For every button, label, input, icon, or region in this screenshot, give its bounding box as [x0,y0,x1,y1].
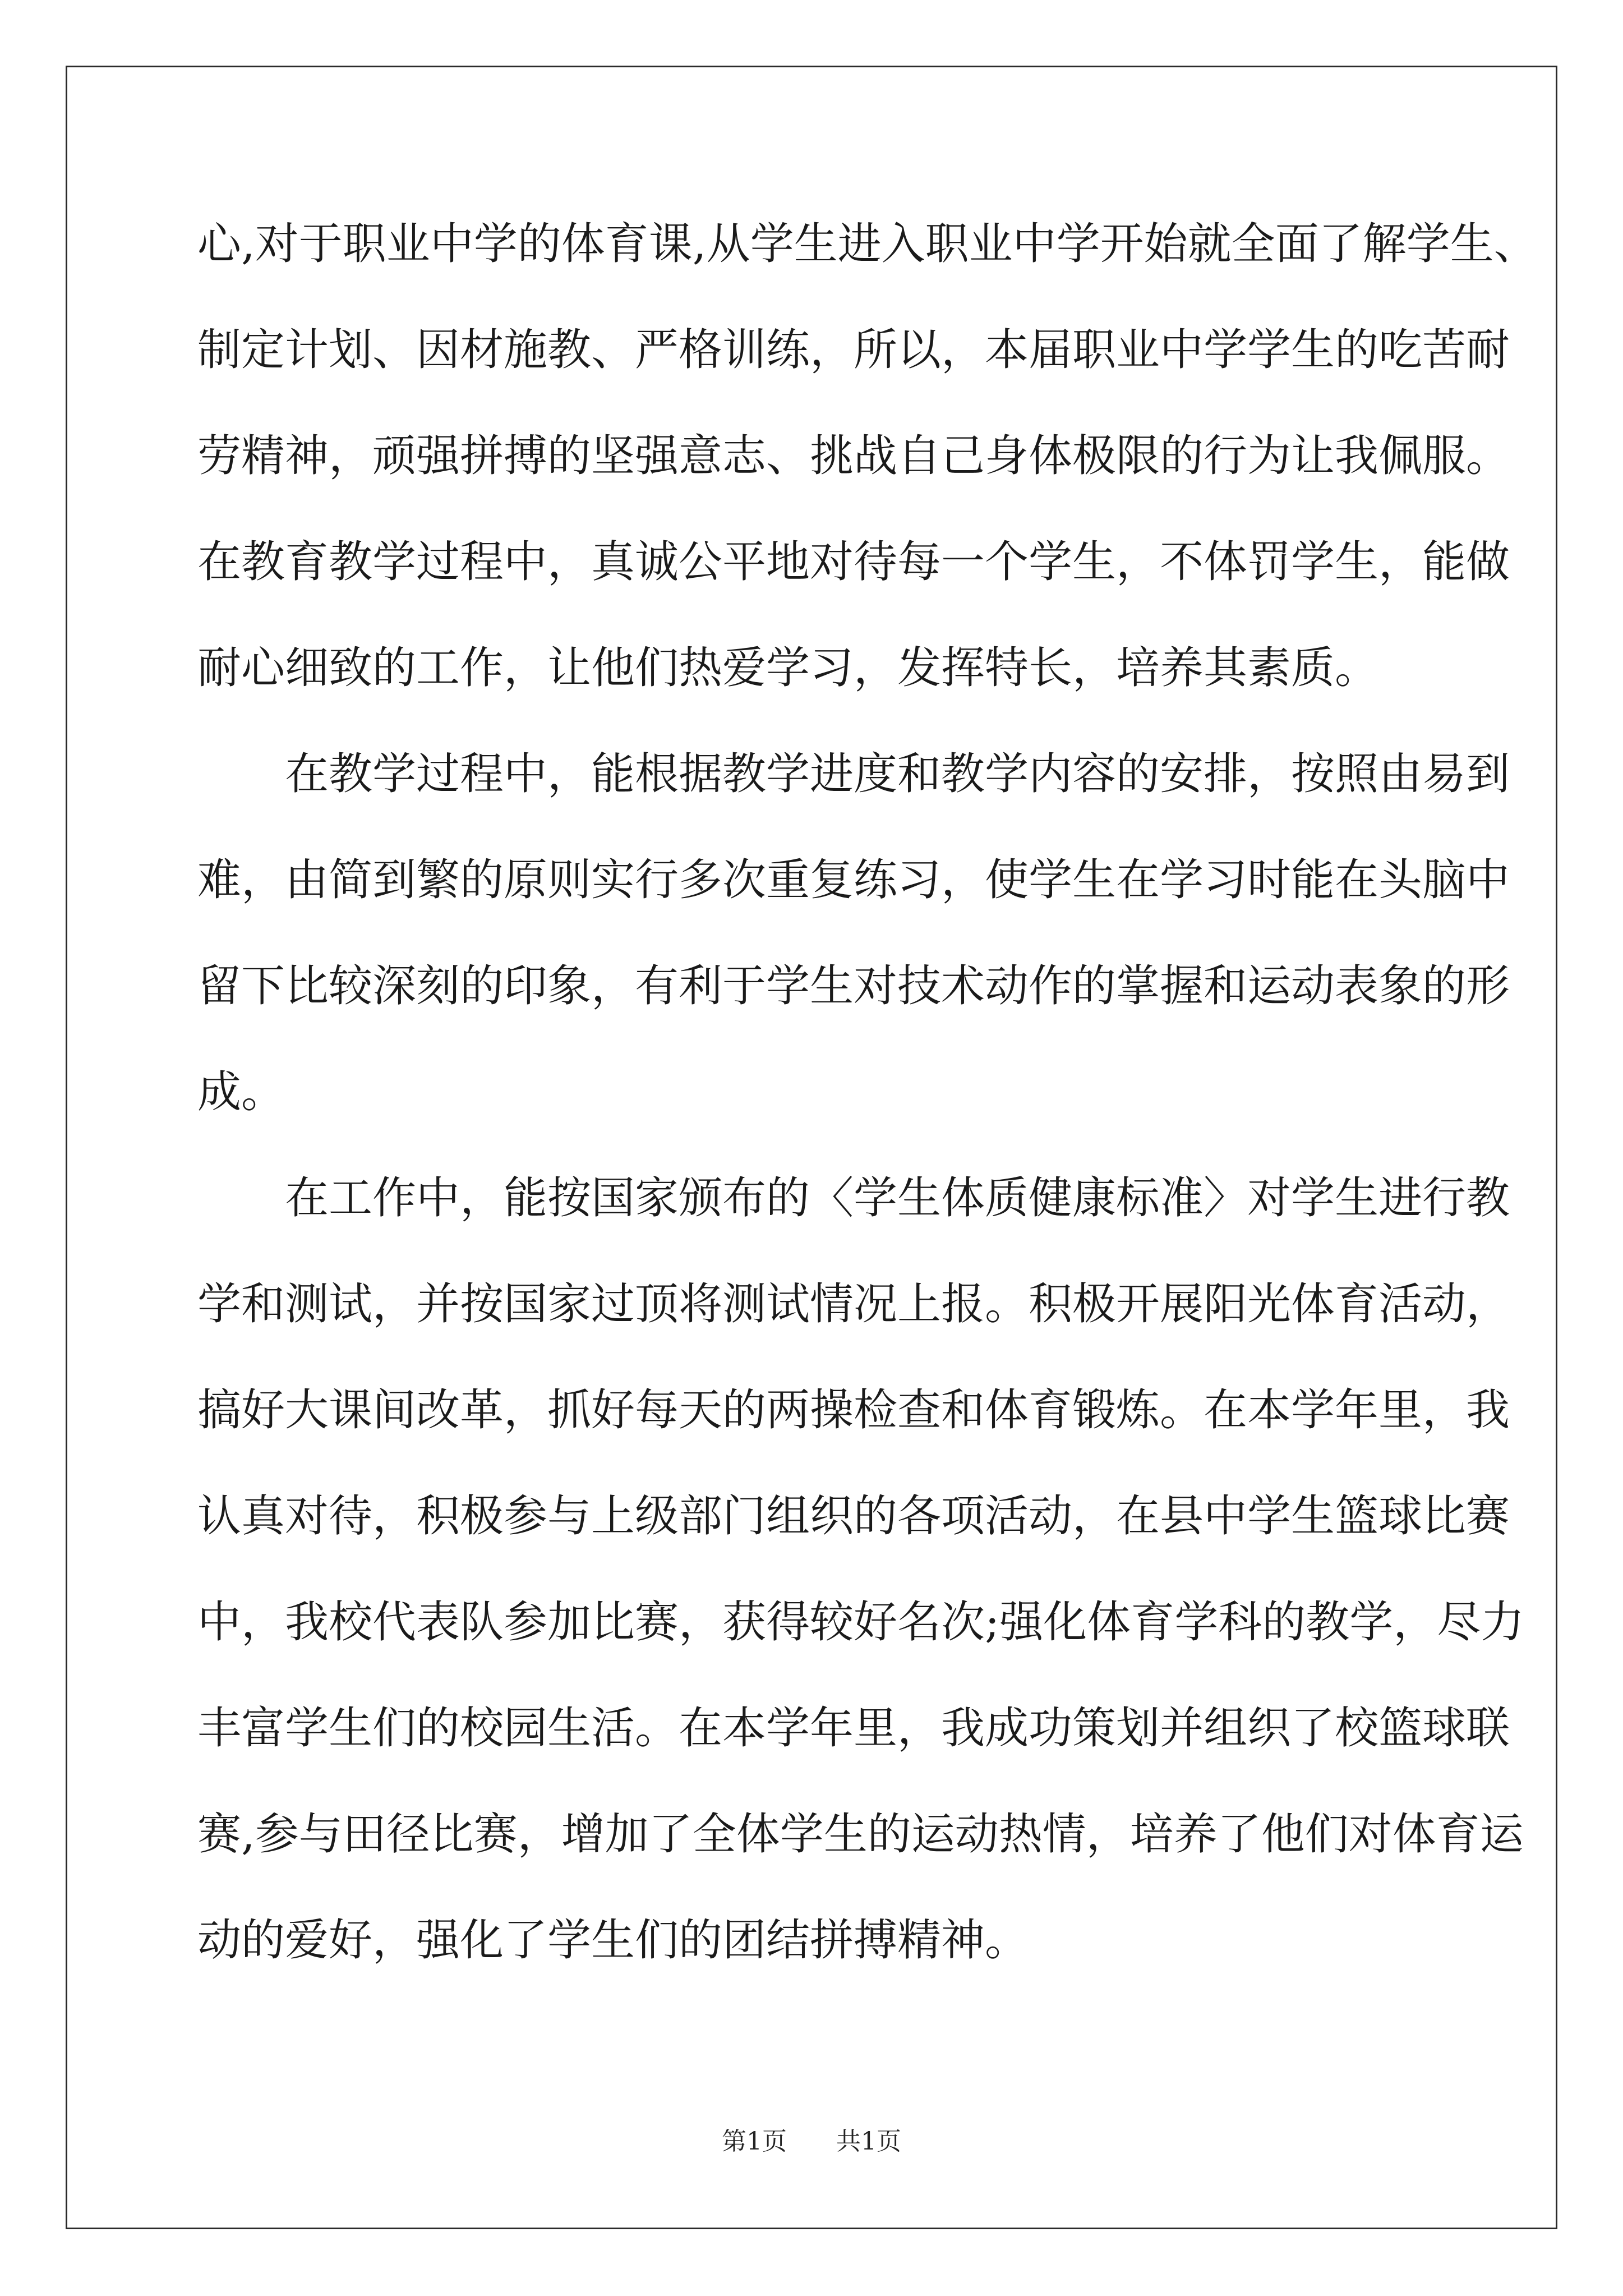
text-line: 在教育教学过程中，真诚公平地对待每一个学生，不体罚学生，能做 [197,537,1510,587]
text-line: 中，我校代表队参加比赛，获得较好名次;强化体育学科的教学，尽力 [197,1597,1525,1648]
page-border [66,66,1557,2229]
paragraph-first-line: 在教学过程中，能根据教学进度和教学内容的安排，按照由易到 [285,749,1510,799]
text-line: 动的爱好，强化了学生们的团结拼搏精神。 [197,1915,1029,1966]
text-line: 制定计划、因材施教、严格训练，所以，本届职业中学学生的吃苦耐 [197,325,1510,375]
text-line: 留下比较深刻的印象，有利于学生对技术动作的掌握和运动表象的形 [197,961,1510,1011]
paragraph-first-line: 在工作中，能按国家颁布的〈学生体质健康标准〉对学生进行教 [285,1173,1510,1223]
text-line: 认真对待，积极参与上级部门组织的各项活动，在县中学生篮球比赛 [197,1491,1510,1542]
text-line: 丰富学生们的校园生活。在本学年里，我成功策划并组织了校篮球联 [197,1703,1510,1754]
page-number: 第1页 [722,2127,787,2156]
text-line: 难，由简到繁的原则实行多次重复练习，使学生在学习时能在头脑中 [197,855,1510,905]
text-line: 赛,参与田径比赛，增加了全体学生的运动热情，培养了他们对体育运 [197,1809,1524,1860]
text-line: 心,对于职业中学的体育课,从学生进入职业中学开始就全面了解学生、 [197,219,1538,269]
text-line: 学和测试，并按国家过顶将测试情况上报。积极开展阳光体育活动， [197,1279,1510,1329]
text-line: 成。 [197,1067,285,1117]
text-line: 劳精神，顽强拼搏的坚强意志、挑战自己身体极限的行为让我佩服。 [197,431,1510,481]
text-line: 搞好大课间改革，抓好每天的两操检查和体育锻炼。在本学年里，我 [197,1385,1510,1435]
text-line: 耐心细致的工作，让他们热爱学习，发挥特长，培养其素质。 [197,643,1379,693]
page-total: 共1页 [836,2127,901,2156]
page-footer [0,2125,1623,2159]
